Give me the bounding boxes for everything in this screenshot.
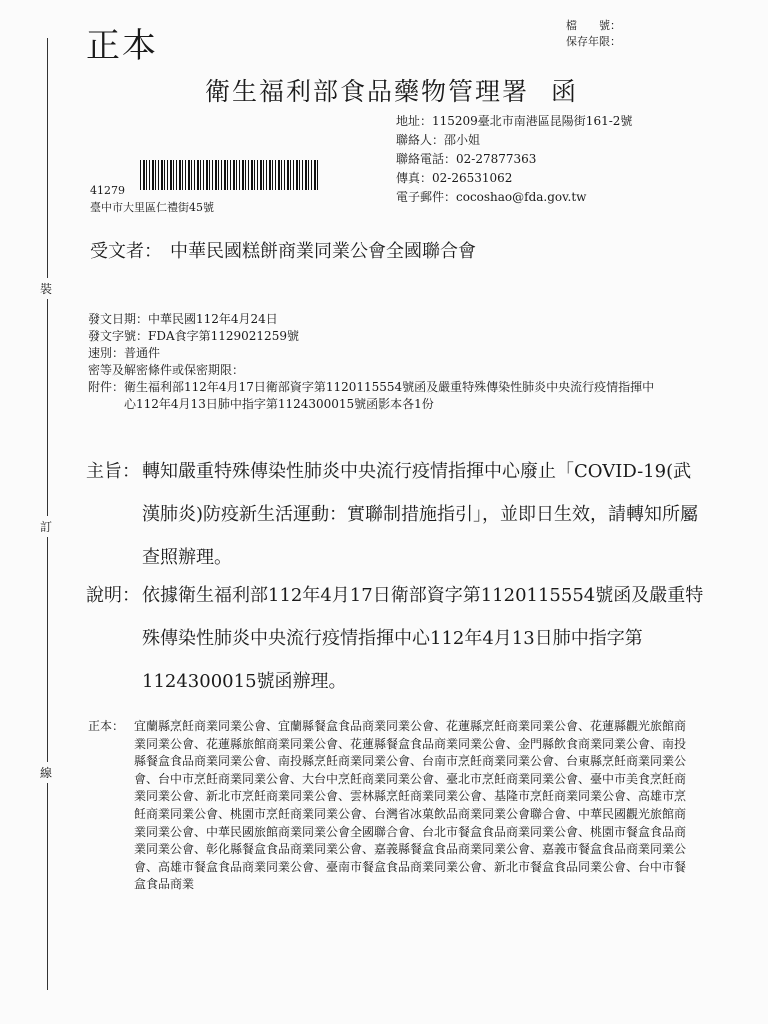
contact-email: 電子郵件：cocoshao@fda.gov.tw: [396, 190, 587, 204]
binding-mark-zhuang: 裝: [40, 278, 52, 299]
mailing-address: 臺中市大里區仁禮街45號: [90, 201, 214, 214]
contact-address: 地址：115209臺北市南港區昆陽街161-2號: [396, 114, 633, 128]
binding-mark-xian: 線: [40, 762, 52, 783]
subject-section: [86, 450, 706, 579]
postal-code: 41279: [90, 184, 125, 197]
retention-period-label: 保存年限：: [566, 35, 621, 48]
contact-phone: 聯絡電話：02-27877363: [396, 152, 537, 166]
agency-name: 衛生福利部食品藥物管理署: [205, 77, 530, 106]
recipients-label: 正本：: [88, 719, 125, 733]
delivery-speed: 速別：普通件: [88, 346, 161, 360]
original-copy-mark: 正本: [86, 26, 158, 66]
barcode: [140, 160, 318, 190]
attachment-row: [88, 379, 664, 413]
attachment-text: 衛生福利部112年4月17日衛部資字第1120115554號函及嚴重特殊傳染性肺炎中央流行疫情指揮中心112年4月13日肺中指字第1124300015號函影本各1份: [124, 380, 655, 411]
agency-title: [205, 72, 578, 108]
explanation-label: 說明：: [86, 585, 140, 606]
explanation-text: 依據衛生福利部112年4月17日衛部資字第1120115554號函及嚴重特殊傳染性肺炎中央流行疫情指揮中心112年4月13日肺中指字第1124300015號函辦理。: [142, 585, 704, 692]
recipients-section: [88, 718, 693, 894]
file-number-label: 檔 號：: [566, 19, 621, 32]
binding-mark-ding: 訂: [40, 516, 52, 537]
secrecy-level: 密等及解密條件或保密期限：: [88, 363, 245, 377]
recipient-name: 中華民國糕餅商業同業公會全國聯合會: [170, 241, 476, 262]
contact-person: 聯絡人：邵小姐: [396, 133, 481, 147]
binding-line: [47, 38, 48, 990]
issue-date: 發文日期：中華民國112年4月24日: [88, 312, 278, 326]
attachment-label: 附件：: [88, 380, 125, 394]
document-number: 發文字號：FDA食字第1129021259號: [88, 329, 299, 343]
subject-label: 主旨：: [86, 461, 140, 482]
subject-text: 轉知嚴重特殊傳染性肺炎中央流行疫情指揮中心廢止「COVID-19(武漢肺炎)防疫新生活運動：實聯制措施指引」，並即日生效，請轉知所屬查照辦理。: [142, 461, 699, 568]
contact-block: [396, 112, 632, 207]
document-meta: [88, 311, 664, 413]
explanation-section: [86, 574, 706, 703]
contact-fax: 傳真：02-26531062: [396, 171, 513, 185]
recipients-text: 宜蘭縣烹飪商業同業公會、宜蘭縣餐盒食品商業同業公會、花蓮縣烹飪商業同業公會、花蓮縣觀光旅館商業同業公會、花蓮縣旅館商業同業公會、花蓮縣餐盒食品商業同業公會、金門縣飲食商業同業公會、南投縣餐盒食品商業同業公會、南投縣烹飪商業同業公會、台南市烹飪商業同業公會、台東縣烹飪商業同業公會、台中市烹飪商業同業公會、大台中烹飪商業同業公會、臺北市烹飪商業同業公會、臺中市美食烹飪商業同業公會、新北市烹飪商業同業公會、雲林縣烹飪商業同業公會、基隆市烹飪商業同業公會、高雄市烹飪商業同業公會、桃園市烹飪商業同業公會、台灣省冰菓飲品商業同業公會聯合會、中華民國觀光旅館商業同業公會、中華民國旅館商業同業公會全國聯合會、台北市餐盒食品商業同業公會、桃園市餐盒食品商業同業公會、彰化縣餐盒食品商業同業公會、嘉義縣餐盒食品商業同業公會、嘉義市餐盒食品商業同業公會、高雄市餐盒食品商業同業公會、臺南市餐盒食品商業同業公會、新北市餐盒食品同業公會、台中市餐盒食品商業: [134, 719, 687, 892]
file-meta: [566, 18, 621, 50]
recipient-label: 受文者：: [90, 241, 162, 262]
document-type: 函: [551, 77, 579, 106]
